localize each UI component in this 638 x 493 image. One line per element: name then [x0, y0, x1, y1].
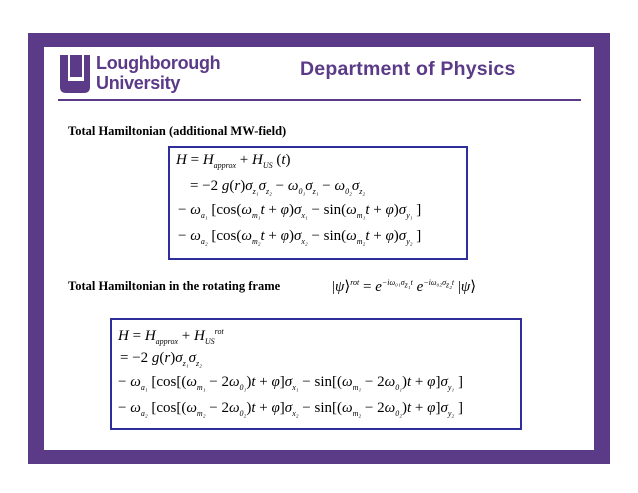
- rot-equation-line-2: = −2 $g(r)\sigma_{z_1}\sigma_{z_2}$: [120, 350, 202, 368]
- rotating-frame-transform: |ψ⟩$^{rot}$ = $e^{-i\omega_{01}\sigma_{z_1}t}$ $e^{-i\omega_{02}\sigma_{z_2}t}$ |ψ⟩: [332, 278, 477, 295]
- university-crest-icon: [58, 53, 92, 95]
- logo-wordmark: [96, 53, 220, 93]
- header-divider: [58, 99, 581, 101]
- hamiltonian-box-rotating: [110, 318, 522, 430]
- equation-line-4: − $\omega_{a_2}$ [$\cos(\omega_{m_2}t + \varphi)\sigma_{x_2} - \sin(\omega_{m_2}t + \varphi)\sigma_{y_2}$ ]: [178, 228, 422, 246]
- equation-line-1: $H = H_{approx} + H_{US}$ (t): [176, 152, 291, 170]
- university-logo: [58, 53, 221, 97]
- rot-equation-line-4: − $\omega_{a_2}$ [$\cos[(\omega_{m_2} - 2\omega_{0_2})t + \varphi]\sigma_{x_2} - \sin[(\omega_{m_2} - 2\omega_{0_2})t + \varphi]\sigma_{y_2}$ ]: [118, 400, 463, 418]
- equation-line-3: − $\omega_{a_1}$ [$\cos(\omega_{m_1}t + \varphi)\sigma_{x_1} - \sin(\omega_{m_1}t + \varphi)\sigma_{y_1}$ ]: [178, 202, 422, 220]
- logo-line-1: Loughborough: [96, 53, 221, 73]
- department-title: Department of Physics: [300, 58, 516, 80]
- section-title-rotating: Total Hamiltonian in the rotating frame: [68, 279, 281, 293]
- equation-line-2: = −2 $g(r)\sigma_{z_1}\sigma_{z_2} - \omega_{0_1}\sigma_{z_1} - \omega_{0_2}\sigma_{z_2}$: [190, 178, 366, 196]
- logo-line-2: University: [96, 73, 181, 93]
- hamiltonian-box-lab: [168, 146, 468, 260]
- rot-equation-line-1: $H = H_{approx} + H_{US}^{rot}$: [118, 327, 224, 346]
- section-title-mw: Total Hamiltonian (additional MW-field): [68, 124, 287, 138]
- rot-equation-line-3: − $\omega_{a_1}$ [$\cos[(\omega_{m_1} - 2\omega_{0_1})t + \varphi]\sigma_{x_1} - \sin[(\omega_{m_1} - 2\omega_{0_1})t + \varphi]\sigma_{y_1}$ ]: [118, 374, 463, 392]
